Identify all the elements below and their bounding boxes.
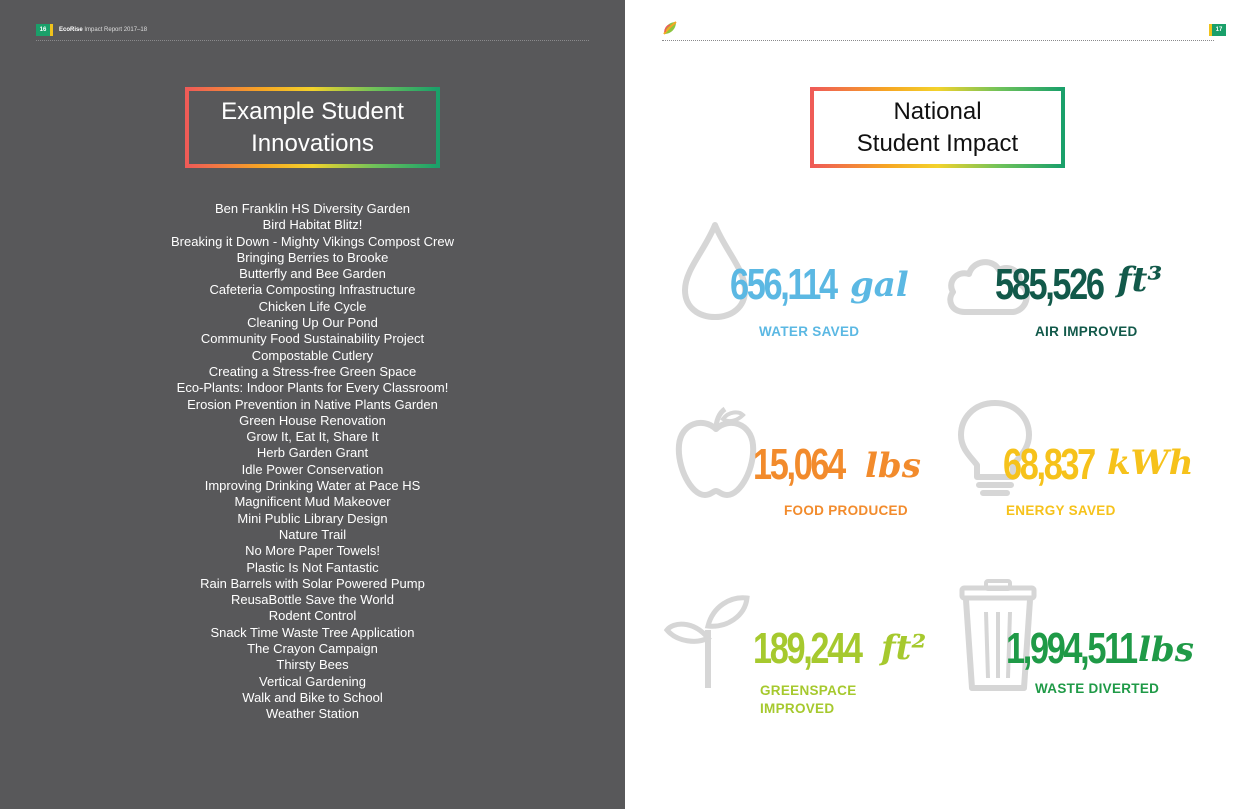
list-item: ReusaBottle Save the World bbox=[230, 592, 395, 608]
list-item: Butterfly and Bee Garden bbox=[239, 266, 386, 282]
food-label: FOOD PRODUCED bbox=[784, 503, 908, 518]
greenspace-value: 189,244 bbox=[753, 624, 861, 673]
energy-unit: kWh bbox=[1107, 443, 1194, 483]
right-page bbox=[625, 0, 1250, 809]
list-item: Weather Station bbox=[266, 706, 359, 722]
sprout-icon bbox=[663, 590, 753, 690]
list-item: Creating a Stress-free Green Space bbox=[208, 363, 417, 379]
list-item: Cleaning Up Our Pond bbox=[247, 315, 378, 331]
list-item: Idle Power Conservation bbox=[241, 461, 384, 477]
list-item: Green House Renovation bbox=[239, 412, 386, 428]
innovations-list bbox=[60, 201, 565, 723]
brand-name: EcoRise bbox=[59, 27, 83, 33]
waste-value: 1,994,511 bbox=[1006, 624, 1136, 673]
list-item: Eco-Plants: Indoor Plants for Every Classroom! bbox=[176, 380, 449, 396]
list-item: Breaking it Down - Mighty Vikings Compost Crew bbox=[171, 233, 454, 249]
list-item: No More Paper Towels! bbox=[245, 543, 380, 559]
leaf-icon bbox=[662, 20, 678, 36]
list-item: Thirsty Bees bbox=[276, 657, 349, 673]
list-item: Erosion Prevention in Native Plants Garden bbox=[187, 396, 438, 412]
list-item: Magnificent Mud Makeover bbox=[234, 494, 391, 510]
list-item: The Crayon Campaign bbox=[247, 641, 378, 657]
waste-unit: lbs bbox=[1138, 630, 1194, 670]
list-item: Vertical Gardening bbox=[259, 673, 366, 689]
greenspace-label-line1: GREENSPACE bbox=[760, 683, 857, 698]
energy-value: 68,837 bbox=[1003, 440, 1094, 489]
list-item: Community Food Sustainability Project bbox=[200, 331, 425, 347]
water-unit: gal bbox=[850, 265, 909, 305]
list-item: Mini Public Library Design bbox=[237, 510, 388, 526]
list-item: Walk and Bike to School bbox=[242, 689, 383, 705]
greenspace-label-line2: IMPROVED bbox=[760, 701, 835, 716]
list-item: Cafeteria Composting Infrastructure bbox=[209, 282, 416, 298]
header-divider-left bbox=[36, 40, 589, 41]
report-name: Impact Report 2017–18 bbox=[84, 27, 148, 33]
innovations-title-line2: Innovations bbox=[251, 129, 374, 157]
impact-title-line2: Student Impact bbox=[856, 129, 1019, 157]
innovations-title-line1: Example Student bbox=[221, 97, 404, 125]
page-number-right: 17 bbox=[1209, 24, 1226, 36]
water-value: 656,114 bbox=[730, 260, 836, 309]
air-label: AIR IMPROVED bbox=[1035, 324, 1138, 339]
list-item: Bird Habitat Blitz! bbox=[262, 217, 363, 233]
page-number-left: 16 bbox=[36, 24, 53, 36]
list-item: Snack Time Waste Tree Application bbox=[210, 624, 415, 640]
list-item: Compostable Cutlery bbox=[251, 347, 374, 363]
list-item: Herb Garden Grant bbox=[256, 445, 369, 461]
list-item: Ben Franklin HS Diversity Garden bbox=[214, 201, 411, 216]
list-item: Plastic Is Not Fantastic bbox=[246, 559, 379, 575]
impact-title-line1: National bbox=[893, 97, 982, 125]
greenspace-unit: ft² bbox=[881, 628, 927, 668]
food-unit: lbs bbox=[865, 446, 921, 486]
list-item: Rain Barrels with Solar Powered Pump bbox=[200, 575, 425, 591]
header-divider-right bbox=[662, 40, 1214, 41]
apple-icon bbox=[673, 405, 759, 500]
list-item: Chicken Life Cycle bbox=[258, 298, 367, 314]
list-item: Nature Trail bbox=[278, 526, 347, 542]
water-label: WATER SAVED bbox=[759, 324, 860, 339]
innovations-title bbox=[185, 87, 440, 168]
list-item: Improving Drinking Water at Pace HS bbox=[204, 478, 421, 494]
food-value: 15,064 bbox=[753, 440, 844, 489]
air-unit: ft³ bbox=[1117, 260, 1163, 300]
left-header bbox=[36, 24, 147, 36]
air-value: 585,526 bbox=[995, 260, 1103, 309]
impact-title bbox=[810, 87, 1065, 168]
list-item: Bringing Berries to Brooke bbox=[236, 249, 389, 265]
list-item: Rodent Control bbox=[268, 608, 357, 624]
waste-label: WASTE DIVERTED bbox=[1035, 681, 1160, 696]
energy-label: ENERGY SAVED bbox=[1006, 503, 1116, 518]
list-item: Grow It, Eat It, Share It bbox=[246, 429, 379, 445]
